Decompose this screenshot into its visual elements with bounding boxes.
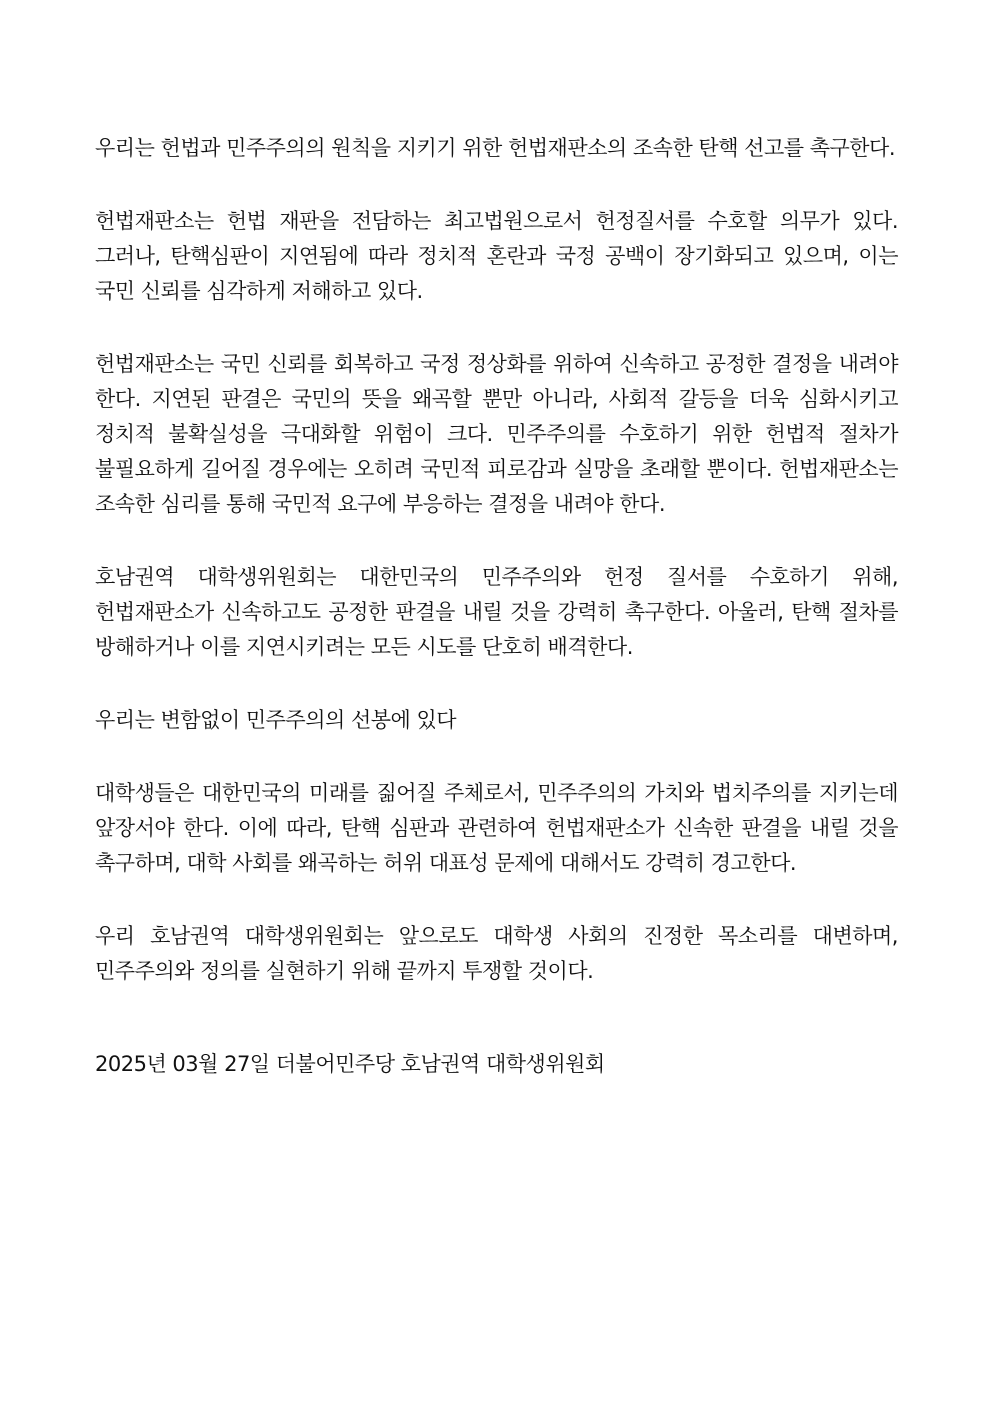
paragraph-swift-decision: 헌법재판소는 국민 신뢰를 회복하고 국정 정상화를 위하여 신속하고 공정한 결정을 내려야 한다. 지연된 판결은 국민의 뜻을 왜곡할 뿐만 아니라, 사회적 갈등을 더욱 심화시키고 정치적 불확실성을 극대화할 위험이 크다. 민주주의를 수호하기 위한 헌법적 절차가 불필요하게 길어질 경우에는 오히려 국민적 피로감과 실망을 초래할 뿐이다. 헌법재판소는 조속한 심리를 통해 국민적 요구에 부응하는 결정을 내려야 한다. [95,352,898,516]
paragraph-vanguard: 우리는 변함없이 민주주의의 선봉에 있다 [95,708,457,732]
signature-line: 2025년 03월 27일 더불어민주당 호남권역 대학생위원회 [95,1052,605,1076]
paragraph-students-role: 대학생들은 대한민국의 미래를 짊어질 주체로서, 민주주의의 가치와 법치주의를 지키는데 앞장서야 한다. 이에 따라, 탄핵 심판과 관련하여 헌법재판소가 신속한 판결을 내릴 것을 촉구하며, 대학 사회를 왜곡하는 허위 대표성 문제에 대해서도 강력히 경고한다. [95,781,898,875]
paragraph-committee-demand: 호남권역 대학생위원회는 대한민국의 민주주의와 헌정 질서를 수호하기 위해, 헌법재판소가 신속하고도 공정한 판결을 내릴 것을 강력히 촉구한다. 아울러, 탄핵 절차를 방해하거나 이를 지연시키려는 모든 시도를 단호히 배격한다. [95,565,898,659]
paragraph-demand: 우리는 헌법과 민주주의의 원칙을 지키기 위한 헌법재판소의 조속한 탄핵 선고를 촉구한다. [95,136,896,160]
paragraph-court-duty: 헌법재판소는 헌법 재판을 전담하는 최고법원으로서 헌정질서를 수호할 의무가 있다. 그러나, 탄핵심판이 지연됨에 따라 정치적 혼란과 국정 공백이 장기화되고 있으며, 이는 국민 신뢰를 심각하게 저해하고 있다. [95,209,898,303]
paragraph-commitment: 우리 호남권역 대학생위원회는 앞으로도 대학생 사회의 진정한 목소리를 대변하며, 민주주의와 정의를 실현하기 위해 끝까지 투쟁할 것이다. [95,924,898,983]
statement-document [95,131,898,1120]
